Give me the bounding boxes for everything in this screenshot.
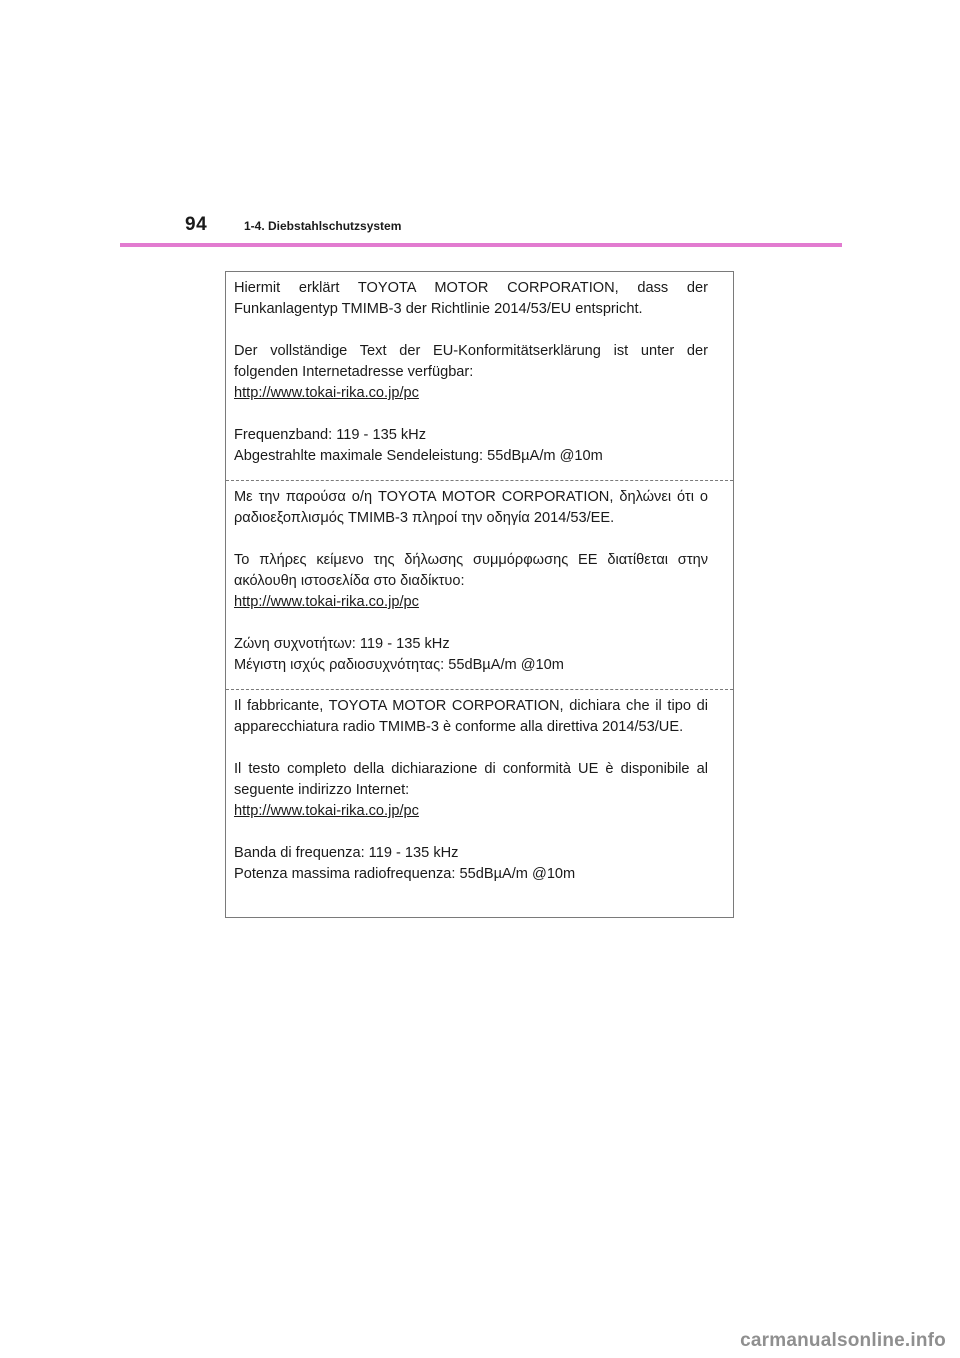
max-power-text: Potenza massima radiofrequenza: 55dBµA/m @10m <box>234 866 576 882</box>
frequency-band-text: Banda di frequenza: 119 - 135 kHz <box>234 845 459 861</box>
notice-section-italian <box>226 689 733 917</box>
paragraph-gap <box>234 404 708 425</box>
paragraph-gap <box>234 529 708 550</box>
declaration-text: Hiermit erklärt TOYOTA MOTOR CORPORATION, dass der Funkanlagentyp TMIMB-3 der Richtlinie 2014/53/EU entspricht. <box>234 280 708 317</box>
declaration-text: Il fabbricante, TOYOTA MOTOR CORPORATION, dichiara che il tipo di apparecchiatura radio TMIMB-3 è conforme alla direttiva 2014/53/UE. <box>234 698 708 735</box>
availability-text: Το πλήρες κείμενο της δήλωσης συμμόρφωσης ΕΕ διατίθεται στην ακόλουθη ιστοσελίδα στο διαδίκτυο: <box>234 552 708 589</box>
conformity-url-link[interactable]: http://www.tokai-rika.co.jp/pc <box>234 803 419 819</box>
section-title: 1-4. Diebstahlschutzsystem <box>244 219 402 233</box>
frequency-band-text: Frequenzband: 119 - 135 kHz <box>234 427 426 443</box>
page-number: 94 <box>185 214 208 235</box>
paragraph-gap <box>234 822 708 843</box>
max-power-text: Abgestrahlte maximale Sendeleistung: 55dBµA/m @10m <box>234 448 603 464</box>
paragraph-gap <box>234 738 708 759</box>
header-rule <box>120 243 842 247</box>
page-header <box>0 0 960 250</box>
availability-text: Der vollständige Text der EU-Konformitätserklärung ist unter der folgenden Internetadresse verfügbar: <box>234 343 708 380</box>
declaration-text: Με την παρούσα ο/η TOYOTA MOTOR CORPORATION, δηλώνει ότι ο ραδιοεξοπλισμός TMIMB-3 πληροί την οδηγία 2014/53/ΕΕ. <box>234 489 708 526</box>
conformity-url-link[interactable]: http://www.tokai-rika.co.jp/pc <box>234 385 419 401</box>
paragraph-gap <box>234 320 708 341</box>
notice-section-german <box>226 272 733 480</box>
paragraph-gap <box>234 613 708 634</box>
notice-section-greek <box>226 480 733 689</box>
max-power-text: Μέγιστη ισχύς ραδιοσυχνότητας: 55dBµA/m @10m <box>234 657 564 673</box>
footer-watermark: carmanualsonline.info <box>740 1330 946 1351</box>
conformity-url-link[interactable]: http://www.tokai-rika.co.jp/pc <box>234 594 419 610</box>
conformity-notice-box <box>225 271 734 918</box>
frequency-band-text: Ζώνη συχνοτήτων: 119 - 135 kHz <box>234 636 450 652</box>
availability-text: Il testo completo della dichiarazione di conformità UE è disponibile al seguente indirizzo Internet: <box>234 761 708 798</box>
